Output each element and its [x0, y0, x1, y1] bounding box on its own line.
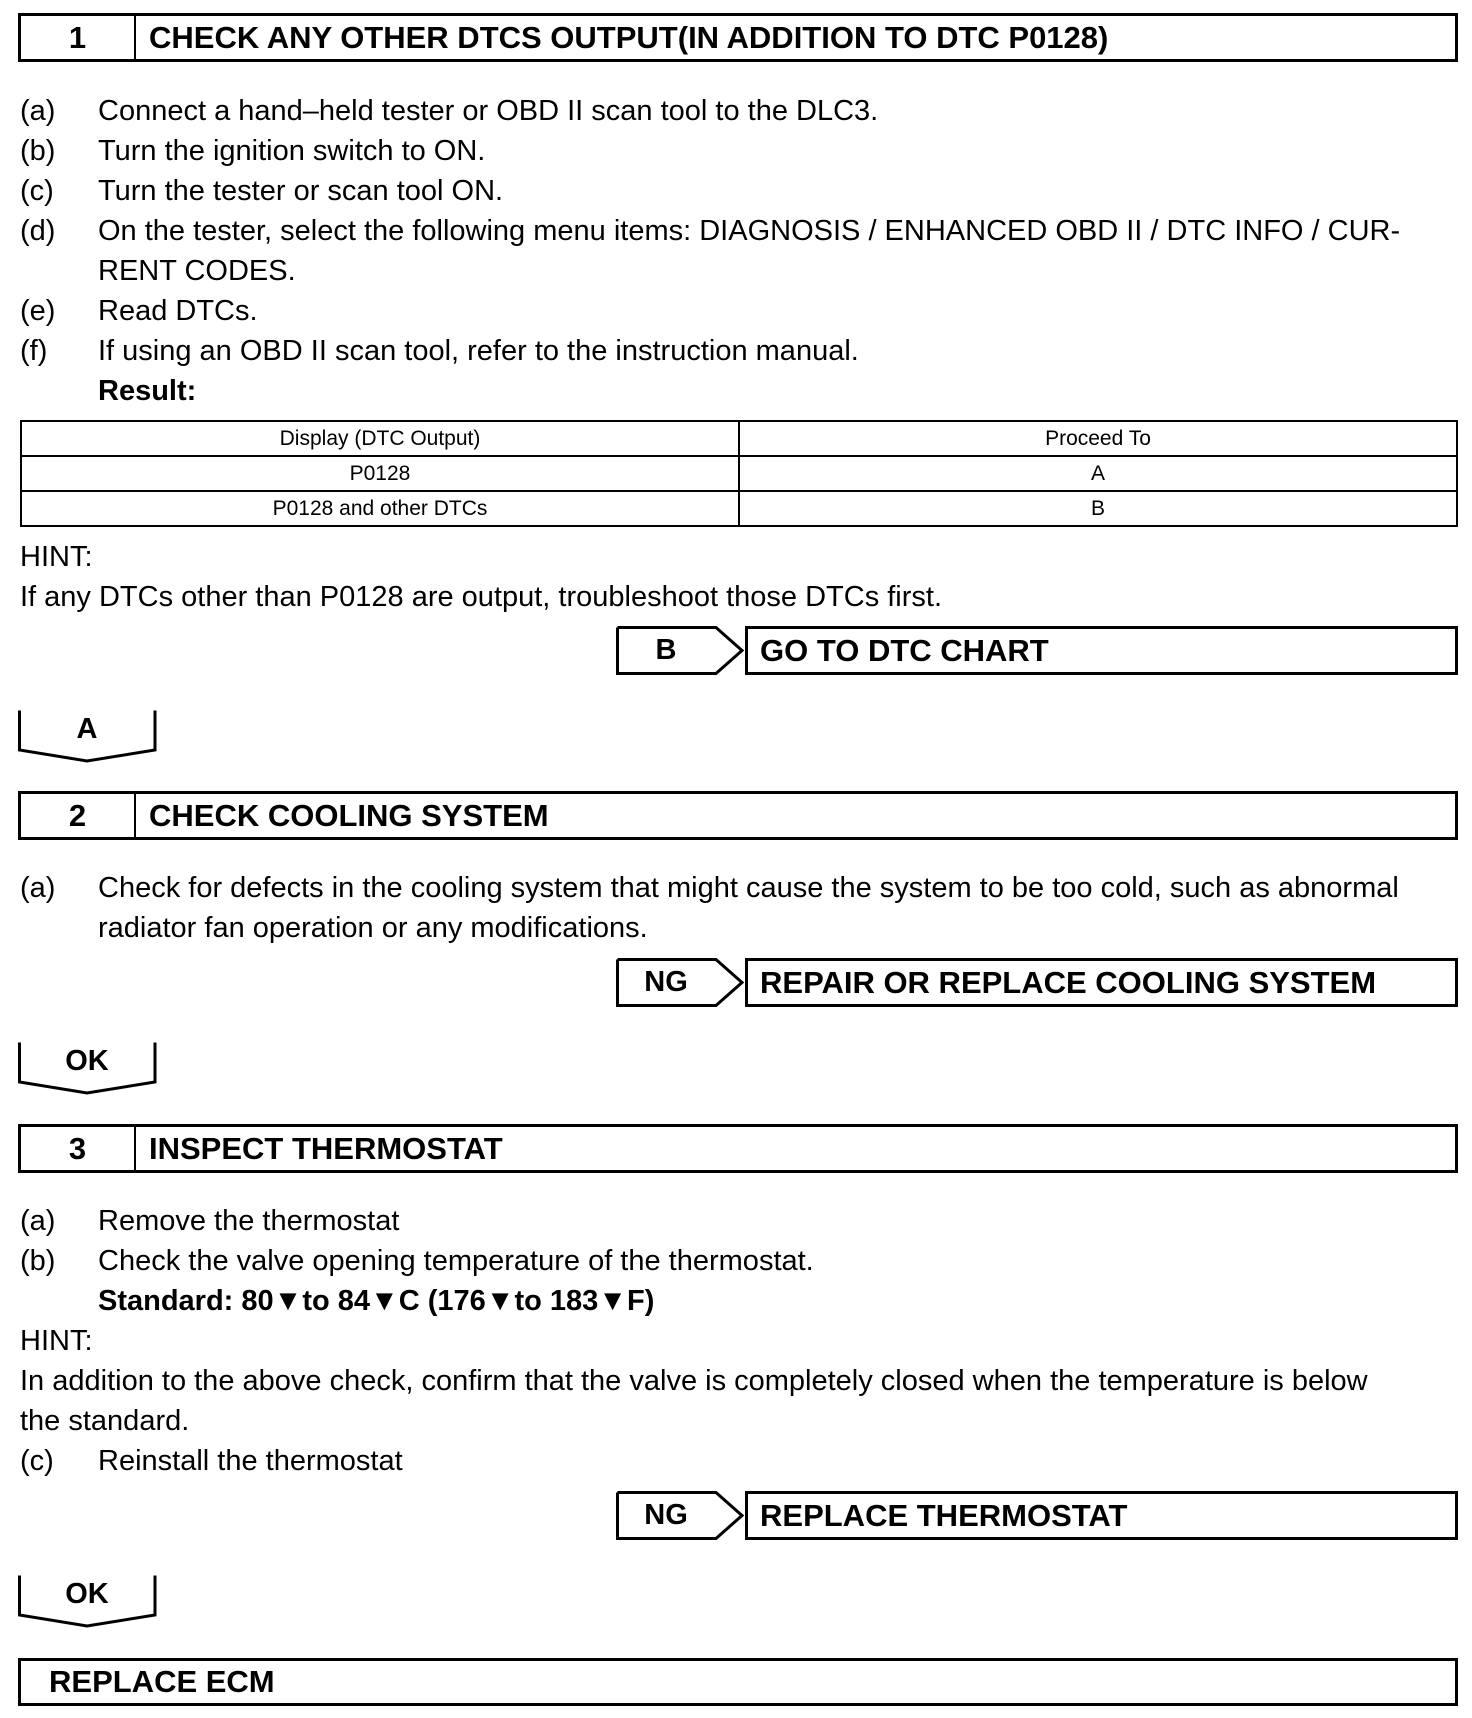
step-3-header: [18, 1124, 1458, 1173]
standard-spec: Standard: 80▼to 84▼C (176▼to 183▼F): [98, 1285, 655, 1317]
branch-label: NG: [644, 1499, 688, 1531]
item-text: On the tester, select the following menu items: DIAGNOSIS / ENHANCED OBD II / DTC INFO / CUR-: [98, 215, 1401, 247]
table-header-row: [21, 421, 1457, 456]
table-cell: P0128 and other DTCs: [21, 491, 739, 526]
hint-text: the standard.: [20, 1405, 190, 1437]
hint-label: HINT:: [20, 1325, 93, 1357]
hint-text: If any DTCs other than P0128 are output, troubleshoot those DTCs first.: [20, 581, 943, 613]
item-label: (c): [20, 175, 54, 207]
item-text: Turn the tester or scan tool ON.: [98, 175, 504, 207]
continue-ok-arrow: [18, 1041, 156, 1093]
item-text: Connect a hand–held tester or OBD II scan tool to the DLC3.: [98, 95, 879, 127]
result-table: [20, 420, 1458, 527]
go-to-dtc-chart-box: GO TO DTC CHART: [745, 626, 1458, 675]
item-text: Check the valve opening temperature of the thermostat.: [98, 1245, 814, 1277]
item-label: (b): [20, 1245, 56, 1277]
step-title: CHECK COOLING SYSTEM: [149, 798, 549, 833]
table-cell: P0128: [21, 456, 739, 491]
continue-label: OK: [65, 1578, 109, 1610]
repair-cooling-system-box: REPAIR OR REPLACE COOLING SYSTEM: [745, 958, 1458, 1007]
hint-label: HINT:: [20, 541, 93, 573]
table-row: [21, 491, 1457, 526]
item-label: (a): [20, 1205, 56, 1237]
item-text: RENT CODES.: [98, 255, 296, 287]
branch-b-arrow: [616, 626, 744, 675]
item-text: Reinstall the thermostat: [98, 1445, 403, 1477]
branch-ng-arrow: [616, 1491, 744, 1540]
step-number: 3: [21, 1127, 136, 1170]
step-number: 1: [21, 16, 136, 59]
item-label: (b): [20, 135, 56, 167]
item-label: (c): [20, 1445, 54, 1477]
hint-text: In addition to the above check, confirm that the valve is completely closed when the temperature is below: [20, 1365, 1368, 1397]
branch-label: NG: [644, 966, 688, 998]
item-label: (a): [20, 95, 56, 127]
step-2-header: [18, 791, 1458, 840]
item-text: Turn the ignition switch to ON.: [98, 135, 486, 167]
item-text: Remove the thermostat: [98, 1205, 400, 1237]
item-text: radiator fan operation or any modifications.: [98, 912, 648, 944]
continue-a-arrow: [18, 709, 156, 761]
table-cell: B: [739, 491, 1457, 526]
step-number: 2: [21, 794, 136, 837]
item-text: Read DTCs.: [98, 295, 258, 327]
replace-ecm-box: REPLACE ECM: [18, 1658, 1458, 1706]
table-header: Display (DTC Output): [21, 421, 739, 456]
continue-label: A: [76, 713, 98, 745]
branch-ng-arrow: [616, 958, 744, 1007]
step-title: CHECK ANY OTHER DTCS OUTPUT(IN ADDITION TO DTC P0128): [149, 20, 1109, 55]
replace-thermostat-box: REPLACE THERMOSTAT: [745, 1491, 1458, 1540]
table-row: [21, 456, 1457, 491]
table-header: Proceed To: [739, 421, 1457, 456]
step-title: INSPECT THERMOSTAT: [149, 1131, 503, 1166]
result-label: Result:: [98, 375, 197, 407]
item-label: (a): [20, 872, 56, 904]
item-text: If using an OBD II scan tool, refer to the instruction manual.: [98, 335, 859, 367]
branch-label: B: [655, 634, 677, 666]
item-label: (f): [20, 335, 48, 367]
step-1-header: [18, 13, 1458, 62]
item-text: Check for defects in the cooling system that might cause the system to be too cold, such as abnormal: [98, 872, 1399, 904]
table-cell: A: [739, 456, 1457, 491]
item-label: (e): [20, 295, 56, 327]
item-label: (d): [20, 215, 56, 247]
continue-ok-arrow: [18, 1574, 156, 1626]
continue-label: OK: [65, 1045, 109, 1077]
